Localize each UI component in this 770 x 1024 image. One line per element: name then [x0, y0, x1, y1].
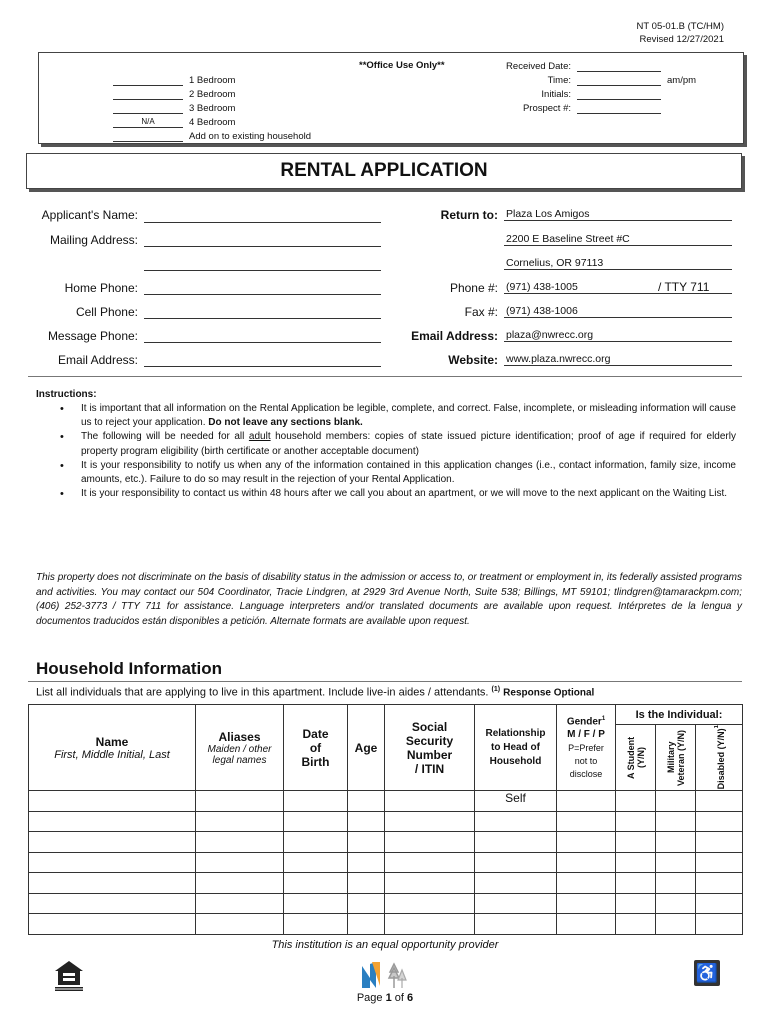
cell-gender[interactable]	[557, 832, 616, 853]
table-row	[29, 852, 743, 873]
initials-row	[489, 87, 661, 100]
divider	[28, 376, 742, 377]
instruction-text: It is your responsibility to contact us within 48 hours after we call you about an apartment, or we will move to the next applicant on the Waiting List.	[81, 488, 728, 500]
cell-age[interactable]	[348, 873, 385, 894]
return-phone-label: Phone #:	[449, 281, 498, 295]
header-dob-line: of	[309, 740, 322, 755]
header-age-title: Age	[354, 740, 378, 755]
page-of: of	[391, 992, 408, 1004]
cell-dob[interactable]	[284, 914, 348, 935]
cell-relationship: Self	[475, 791, 557, 812]
table-header-row	[29, 705, 743, 725]
footnote-mark: 1	[601, 715, 606, 722]
cell-student[interactable]	[616, 791, 656, 812]
nondiscrimination-statement: This property does not discriminate on the basis of disability status in the admission or access to, or treatment or employment in, its federally assisted programs and activities. You may contact our 504 Coordinator, Tracie Lindgren, at 2929 3rd Avenue North, Suite 538; Billings, MT 59101; tlindgren@tamarackpm.com; (406) 252-3773 / TTY 711 for assistance. Language interpreters and/or translated documents are available upon request. Intérpretes de la lengua y documentos traducidos están disponibles a petición. Alternate formats are available upon request.	[36, 572, 742, 627]
mailing-address-line2-field[interactable]	[144, 256, 381, 271]
initials-label: Initials:	[541, 89, 571, 100]
cell-gender[interactable]	[557, 914, 616, 935]
received-date-field[interactable]	[577, 61, 661, 72]
cell-name[interactable]	[29, 852, 196, 873]
cell-student[interactable]	[616, 914, 656, 935]
message-phone-label: Message Phone:	[47, 329, 138, 343]
bedroom-row	[113, 101, 235, 114]
cell-disabled[interactable]	[696, 873, 743, 894]
bedroom-label: 1 Bedroom	[189, 75, 236, 86]
cell-disabled[interactable]	[696, 791, 743, 812]
cell-dob[interactable]	[284, 873, 348, 894]
bedroom-blank[interactable]	[113, 89, 183, 100]
cell-ssn[interactable]	[385, 811, 475, 832]
cell-age[interactable]	[348, 852, 385, 873]
footnote-mark: 1	[714, 725, 720, 729]
time-label: Time:	[547, 75, 571, 86]
cell-dob[interactable]	[284, 811, 348, 832]
cell-age[interactable]	[348, 811, 385, 832]
cell-student[interactable]	[616, 873, 656, 894]
cell-veteran[interactable]	[656, 811, 696, 832]
instruction-text: It is important that all information on the Rental Application be legible, complete, and correct. False, incomplete, or misleading information will cause us to reject your application.	[81, 403, 736, 429]
header-veteran	[656, 725, 696, 791]
return-phone: (971) 438-1005	[504, 281, 732, 294]
return-address-line1: 2200 E Baseline Street #C	[504, 233, 732, 246]
received-date-label: Received Date:	[506, 61, 571, 72]
document-code	[637, 20, 724, 46]
return-property-name: Plaza Los Amigos	[504, 208, 732, 221]
table-row	[29, 914, 743, 935]
household-title: Household Information	[36, 659, 223, 678]
cell-name[interactable]	[29, 914, 196, 935]
cell-gender[interactable]	[557, 873, 616, 894]
revision-date: Revised 12/27/2021	[639, 34, 724, 45]
cell-veteran[interactable]	[656, 914, 696, 935]
header-student	[616, 725, 656, 791]
header-ssn-line: Number	[406, 747, 453, 762]
equal-opportunity-statement: This institution is an equal opportunity provider	[271, 939, 499, 951]
cell-veteran[interactable]	[656, 832, 696, 853]
cell-student[interactable]	[616, 811, 656, 832]
cell-student[interactable]	[616, 852, 656, 873]
page-prefix: Page	[356, 992, 386, 1004]
cell-relationship[interactable]	[475, 852, 557, 873]
instructions-heading: Instructions:	[36, 389, 97, 400]
header-is-individual	[616, 705, 743, 725]
cell-disabled[interactable]	[696, 914, 743, 935]
household-table	[28, 704, 743, 935]
page-title: RENTAL APPLICATION	[26, 153, 742, 189]
header-ssn-line: Security	[405, 733, 454, 748]
return-website-label: Website:	[448, 353, 498, 367]
time-row	[489, 73, 696, 86]
header-gender	[557, 705, 616, 791]
return-email: plaza@nwrecc.org	[504, 329, 732, 342]
cell-gender[interactable]	[557, 791, 616, 812]
cell-age[interactable]	[348, 914, 385, 935]
cell-aliases[interactable]	[196, 791, 284, 812]
header-ssn	[385, 705, 475, 791]
table-row	[29, 893, 743, 914]
header-gender-options: M / F / P	[567, 729, 605, 741]
page-total: 6	[407, 992, 414, 1004]
cell-aliases[interactable]	[196, 873, 284, 894]
header-aliases-title: Aliases	[218, 729, 261, 744]
header-gender-title: Gender	[566, 716, 602, 728]
cell-student[interactable]	[616, 893, 656, 914]
header-disabled	[696, 725, 743, 791]
header-ssn-line: / ITIN	[414, 761, 445, 776]
cell-relationship[interactable]	[475, 893, 557, 914]
household-instructions	[36, 686, 594, 699]
header-relationship-line: Household	[489, 756, 542, 767]
cell-dob[interactable]	[284, 852, 348, 873]
bedroom-row	[113, 115, 235, 128]
return-fax: (971) 438-1006	[504, 305, 732, 318]
header-name-title: Name	[95, 734, 129, 749]
bedroom-row	[113, 73, 235, 86]
initials-field[interactable]	[577, 89, 661, 100]
header-relationship-line: to Head of	[491, 742, 540, 753]
header-veteran-text: Military Veteran (Y/N)	[665, 729, 686, 786]
time-field[interactable]	[577, 75, 661, 86]
cell-ssn[interactable]	[385, 832, 475, 853]
cell-phone-field[interactable]	[144, 304, 381, 319]
cell-age[interactable]	[348, 791, 385, 812]
response-optional-label: Response Optional	[503, 687, 595, 699]
return-to-label: Return to:	[440, 208, 498, 222]
form-number: NT 05-01.B (TC/HM)	[636, 21, 724, 32]
instructions-list	[60, 402, 736, 501]
header-disabled-text: Disabled (Y/N)	[716, 728, 726, 790]
cell-age[interactable]	[348, 893, 385, 914]
cell-ssn[interactable]	[385, 852, 475, 873]
cell-relationship[interactable]	[475, 873, 557, 894]
return-fax-label: Fax #:	[464, 305, 498, 319]
return-tty: / TTY 711	[658, 280, 710, 294]
prospect-field[interactable]	[577, 103, 661, 114]
header-dob-line: Birth	[301, 754, 330, 769]
header-gender-note: not to	[574, 756, 598, 767]
nwrecc-logo	[356, 958, 412, 992]
cell-ssn[interactable]	[385, 893, 475, 914]
page-number	[0, 992, 770, 1004]
email-address-label: Email Address:	[57, 353, 138, 367]
instruction-emphasis: Do not leave any sections blank.	[208, 417, 363, 429]
return-address-line2: Cornelius, OR 97113	[504, 257, 732, 270]
message-phone-field[interactable]	[144, 328, 381, 343]
table-row	[29, 791, 743, 812]
return-website: www.plaza.nwrecc.org	[504, 353, 732, 366]
return-email-label: Email Address:	[411, 329, 498, 343]
page-current: 1	[385, 992, 392, 1004]
cell-name[interactable]	[29, 832, 196, 853]
cell-aliases[interactable]	[196, 832, 284, 853]
header-relationship	[475, 705, 557, 791]
header-gender-note: disclose	[569, 769, 603, 780]
cell-dob[interactable]	[284, 832, 348, 853]
applicant-name-field[interactable]	[144, 208, 381, 223]
bedroom-blank[interactable]	[113, 75, 183, 86]
bedroom-row	[113, 129, 311, 142]
prospect-row	[489, 101, 661, 114]
header-name-sub: First, Middle Initial, Last	[54, 748, 170, 761]
instruction-text: It is your responsibility to notify us when any of the information contained in this application changes (i.e., contact information, family size, income amounts, etc.). Failure to do so may result in the rejection of your Rental Application.	[81, 459, 736, 486]
header-is-individual-title: Is the Individual:	[635, 708, 723, 721]
bedroom-blank[interactable]	[113, 131, 183, 142]
cell-aliases[interactable]	[196, 852, 284, 873]
household-list-text: List all individuals that are applying to live in this apartment. Include live-in aides / attendants.	[36, 686, 492, 699]
cell-aliases[interactable]	[196, 811, 284, 832]
cell-aliases[interactable]	[196, 893, 284, 914]
cell-phone-label: Cell Phone:	[75, 305, 138, 319]
bedroom-label: 3 Bedroom	[189, 103, 236, 114]
office-use-title: **Office Use Only**	[359, 60, 445, 71]
cell-ssn[interactable]	[385, 791, 475, 812]
bedroom-row	[113, 87, 235, 100]
header-gender-note: P=Prefer	[568, 743, 604, 754]
bedroom-blank[interactable]: N/A	[113, 117, 183, 128]
table-row	[29, 873, 743, 894]
cell-name[interactable]	[29, 791, 196, 812]
bedroom-blank[interactable]	[113, 103, 183, 114]
instruction-item	[60, 402, 736, 430]
bedroom-label: 4 Bedroom	[189, 117, 236, 128]
wheelchair-accessibility-icon: ♿	[694, 960, 720, 986]
prospect-label: Prospect #:	[522, 103, 571, 114]
ampm-label: am/pm	[667, 75, 697, 86]
applicant-name-label: Applicant's Name:	[41, 208, 138, 222]
cell-age[interactable]	[348, 832, 385, 853]
header-ssn-line: Social	[411, 719, 448, 734]
cell-dob[interactable]	[284, 893, 348, 914]
instruction-item	[60, 430, 736, 458]
instruction-text: The following will be needed for all	[81, 431, 249, 443]
cell-gender[interactable]	[557, 811, 616, 832]
cell-name[interactable]	[29, 873, 196, 894]
cell-relationship[interactable]	[475, 914, 557, 935]
email-address-field[interactable]	[144, 352, 381, 367]
footnote-mark: (1)	[491, 686, 501, 693]
cell-relationship[interactable]	[475, 811, 557, 832]
home-phone-label: Home Phone:	[64, 281, 138, 295]
table-row	[29, 832, 743, 853]
header-name	[29, 705, 196, 791]
equal-housing-opportunity-icon	[52, 958, 86, 992]
office-use-box	[38, 52, 744, 144]
instruction-item	[60, 459, 736, 487]
instruction-underline: adult	[248, 431, 271, 443]
cell-dob[interactable]	[284, 791, 348, 812]
table-row	[29, 811, 743, 832]
cell-name[interactable]	[29, 893, 196, 914]
mailing-address-field[interactable]	[144, 232, 381, 247]
header-relationship-line: Relationship	[485, 728, 546, 739]
mailing-address-label: Mailing Address:	[49, 233, 138, 247]
header-aliases-sub: legal names	[212, 754, 267, 766]
header-dob	[284, 705, 348, 791]
header-age	[348, 705, 385, 791]
cell-ssn[interactable]	[385, 914, 475, 935]
header-dob-line: Date	[302, 726, 329, 741]
cell-student[interactable]	[616, 832, 656, 853]
cell-disabled[interactable]	[696, 832, 743, 853]
header-aliases-sub: Maiden / other	[207, 743, 272, 755]
cell-disabled[interactable]	[696, 852, 743, 873]
home-phone-field[interactable]	[144, 280, 381, 295]
header-aliases	[196, 705, 284, 791]
cell-gender[interactable]	[557, 852, 616, 873]
header-student-text: A Student (Y/N)	[625, 736, 646, 779]
cell-veteran[interactable]	[656, 893, 696, 914]
instruction-item	[60, 487, 736, 501]
cell-relationship[interactable]	[475, 832, 557, 853]
cell-veteran[interactable]	[656, 852, 696, 873]
cell-ssn[interactable]	[385, 873, 475, 894]
household-divider	[28, 681, 742, 682]
cell-veteran[interactable]	[656, 873, 696, 894]
cell-disabled[interactable]	[696, 893, 743, 914]
cell-name[interactable]	[29, 811, 196, 832]
bedroom-label: Add on to existing household	[189, 131, 312, 142]
cell-veteran[interactable]	[656, 791, 696, 812]
instruction-text: household members: copies of state issued picture identification; proof of age if required for elderly property program eligibility (birth certificate or another acceptable document)	[81, 431, 736, 457]
received-date-row	[489, 59, 661, 72]
cell-gender[interactable]	[557, 893, 616, 914]
bedroom-label: 2 Bedroom	[189, 89, 236, 100]
cell-aliases[interactable]	[196, 914, 284, 935]
cell-disabled[interactable]	[696, 811, 743, 832]
